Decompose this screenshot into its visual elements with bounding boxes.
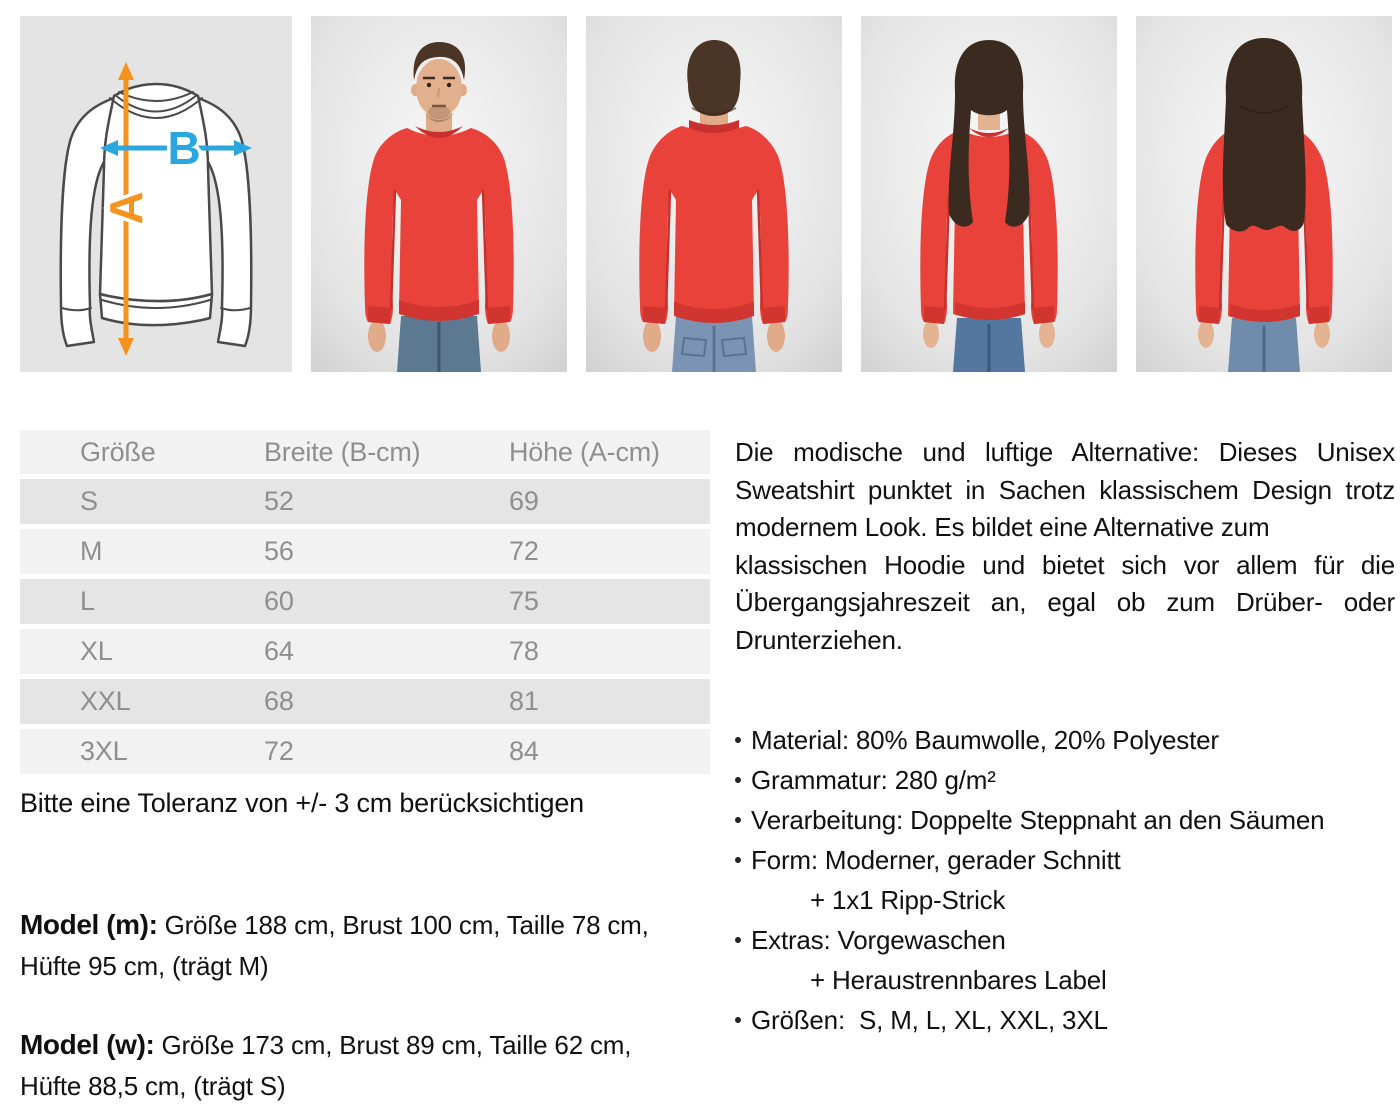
width-value: 68 [264,686,294,716]
tolerance-note: Bitte eine Toleranz von +/- 3 cm berücksichtigen [20,788,584,818]
man-front-photo [311,16,567,372]
man-back-photo [586,16,842,372]
model-m-info [20,904,740,987]
width-value: 56 [264,536,294,566]
column-header-width: Breite (B-cm) [264,436,421,467]
photo-woman-back [1136,16,1392,372]
bullet-icon [735,857,741,863]
width-value: 60 [264,586,294,616]
woman-front-photo [861,16,1117,372]
description-line: klassischen Hoodie und bietet sich vor allem für die [735,549,1395,580]
table-row [20,729,710,774]
dimension-b-label: B [167,122,201,174]
height-value: 69 [509,486,539,516]
model-w-label: Model (w): [20,1029,155,1060]
feature-item-form [735,840,1400,920]
feature-item-groessen [735,1000,1400,1040]
size-value: M [80,536,103,566]
size-value: XXL [80,686,131,716]
bullet-icon [735,1017,741,1023]
model-m-label: Model (m): [20,909,158,940]
column-header-height: Höhe (A-cm) [509,436,660,467]
table-row [20,529,710,574]
photo-man-back [586,16,842,372]
height-value: 72 [509,536,539,566]
size-value: L [80,586,95,616]
table-row [20,629,710,674]
model-w-measurements-2: Hüfte 88,5 cm, (trägt S) [20,1071,286,1101]
feature-text: Größen: S, M, L, XL, XXL, 3XL [751,1005,1108,1035]
size-value: XL [80,636,113,666]
size-value: S [80,486,98,516]
feature-extra-text: + Heraustrennbares Label [810,965,1107,995]
model-w-measurements: Größe 173 cm, Brust 89 cm, Taille 62 cm, [161,1030,632,1060]
feature-item-extras [735,920,1400,1000]
dimension-a-label: A [100,191,152,225]
width-value: 64 [264,636,294,666]
height-value: 81 [509,686,539,716]
description-line: Die modische und luftige Alternative: Dieses Unisex [735,437,1395,467]
table-row [20,579,710,624]
description-line: modernem Look. Es bildet eine Alternative zum [735,512,1270,542]
photo-man-front [311,16,567,372]
feature-text: Extras: Vorgewaschen [751,925,1006,955]
feature-text: Material: 80% Baumwolle, 20% Polyester [751,725,1219,755]
model-w-info [20,1024,740,1107]
feature-list [735,720,1400,1040]
product-image-strip [20,16,1392,372]
height-value: 75 [509,586,539,616]
feature-item-material [735,720,1400,760]
size-table [20,430,710,779]
feature-item-verarbeitung [735,800,1400,840]
size-value: 3XL [80,736,128,766]
table-row [20,479,710,524]
product-description [735,434,1395,659]
bullet-icon [735,817,741,823]
column-header-size: Größe [80,436,156,467]
description-line: Drunterziehen. [735,624,903,655]
feature-item-grammatur [735,760,1400,800]
feature-extra-text: + 1x1 Ripp-Strick [810,885,1006,915]
table-row [20,679,710,724]
sweatshirt-measure-diagram-icon [20,16,292,372]
bullet-icon [735,937,741,943]
description-line: Übergangsjahreszeit an, egal ob zum Drüber- oder [735,587,1395,617]
bullet-icon [735,737,741,743]
woman-back-photo [1136,16,1392,372]
photo-woman-front [861,16,1117,372]
width-value: 52 [264,486,294,516]
model-m-measurements: Größe 188 cm, Brust 100 cm, Taille 78 cm, [164,910,649,940]
description-line: Sweatshirt punktet in Sachen klassischem Design trotz [735,474,1395,505]
model-m-measurements-2: Hüfte 95 cm, (trägt M) [20,951,269,981]
size-diagram-panel [20,16,292,372]
feature-text: Verarbeitung: Doppelte Steppnaht an den Säumen [751,805,1325,835]
size-table-header-row [20,430,710,474]
bullet-icon [735,777,741,783]
height-value: 84 [509,736,539,766]
feature-text: Form: Moderner, gerader Schnitt [751,845,1121,875]
feature-text: Grammatur: 280 g/m² [751,765,996,795]
height-value: 78 [509,636,539,666]
width-value: 72 [264,736,294,766]
